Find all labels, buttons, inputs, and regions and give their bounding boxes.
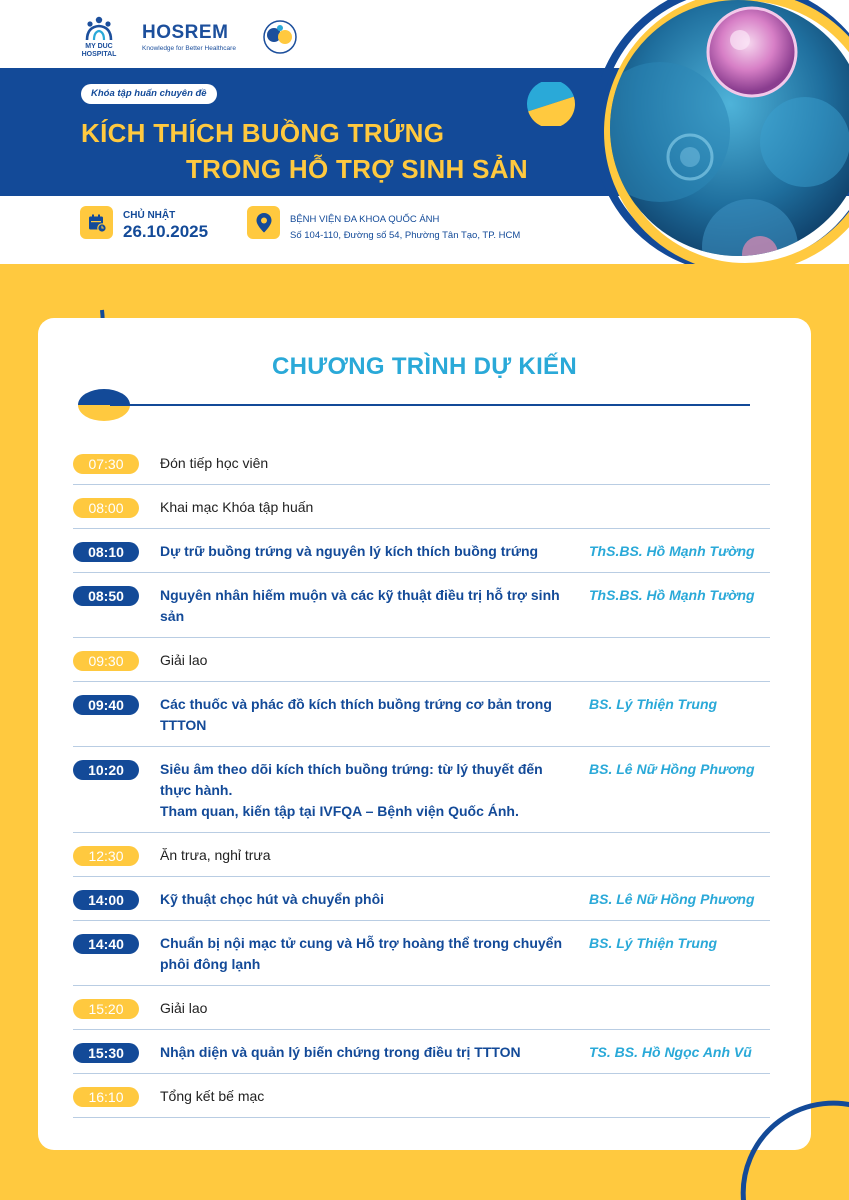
event-title-line2: TRONG HỖ TRỢ SINH SẢN bbox=[186, 154, 528, 184]
session-topic bbox=[160, 497, 574, 518]
time-badge: 08:50 bbox=[73, 586, 139, 606]
hosrem-name: HOSREM bbox=[142, 21, 229, 43]
session-topic bbox=[160, 585, 574, 627]
session-topic bbox=[160, 453, 574, 474]
header bbox=[0, 0, 849, 264]
schedule-row bbox=[73, 485, 770, 529]
logo-bar bbox=[80, 12, 300, 62]
session-topic-text: Giải lao bbox=[160, 652, 208, 668]
date-value: 26.10.2025 bbox=[123, 222, 209, 241]
session-topic bbox=[160, 889, 574, 910]
location-name: BỆNH VIỆN ĐA KHOA QUỐC ÁNH bbox=[290, 214, 440, 225]
association-emblem-icon bbox=[260, 19, 300, 55]
schedule-row bbox=[73, 747, 770, 833]
time-badge: 07:30 bbox=[73, 454, 139, 474]
course-type-badge: Khóa tập huấn chuyên đề bbox=[81, 84, 217, 104]
schedule-row bbox=[73, 529, 770, 573]
event-date bbox=[80, 206, 208, 242]
session-topic-text: Dự trữ buồng trứng và nguyên lý kích thích buồng trứng bbox=[160, 543, 539, 559]
session-topic-text: Chuẩn bị nội mạc tử cung và Hỗ trợ hoàng thể trong chuyển phôi đông lạnh bbox=[160, 935, 562, 972]
event-location bbox=[247, 206, 520, 242]
time-badge: 14:40 bbox=[73, 934, 139, 954]
session-speaker: ThS.BS. Hồ Mạnh Tường bbox=[589, 543, 755, 559]
session-topic bbox=[160, 759, 574, 822]
date-weekday: CHỦ NHẬT bbox=[123, 210, 176, 221]
myduc-logo-text: MY DUC HOSPITAL bbox=[81, 43, 117, 58]
session-topic-text: Đón tiếp học viên bbox=[160, 455, 269, 471]
time-badge: 08:10 bbox=[73, 542, 139, 562]
schedule-row bbox=[73, 441, 770, 485]
session-topic-text: Ăn trưa, nghỉ trưa bbox=[160, 847, 271, 863]
schedule-row bbox=[73, 986, 770, 1030]
session-topic bbox=[160, 541, 574, 562]
myduc-people-icon bbox=[84, 15, 114, 41]
session-topic-text: Các thuốc và phác đồ kích thích buồng trứng cơ bản trong TTTON bbox=[160, 696, 552, 733]
time-badge: 16:10 bbox=[73, 1087, 139, 1107]
session-topic-text: Nguyên nhân hiếm muộn và các kỹ thuật điều trị hỗ trợ sinh sản bbox=[160, 587, 560, 624]
time-badge: 09:30 bbox=[73, 651, 139, 671]
session-topic-extra: Tham quan, kiến tập tại IVFQA – Bệnh viện Quốc Ánh. bbox=[160, 803, 519, 819]
time-badge: 09:40 bbox=[73, 695, 139, 715]
event-title-line1: KÍCH THÍCH BUỒNG TRỨNG bbox=[81, 118, 445, 148]
decorative-arc-bottom-right bbox=[730, 1095, 849, 1200]
schedule-row bbox=[73, 833, 770, 877]
session-topic bbox=[160, 845, 574, 866]
hosrem-tagline: Knowledge for Better Healthcare bbox=[142, 44, 236, 52]
myduc-logo bbox=[80, 15, 118, 59]
session-speaker: BS. Lê Nữ Hồng Phương bbox=[589, 761, 755, 777]
time-badge: 10:20 bbox=[73, 760, 139, 780]
session-topic-text: Khai mạc Khóa tập huấn bbox=[160, 499, 314, 515]
session-speaker: BS. Lê Nữ Hồng Phương bbox=[589, 891, 755, 907]
schedule-row bbox=[73, 1074, 770, 1118]
program-title-divider bbox=[110, 404, 750, 406]
schedule-row bbox=[73, 682, 770, 747]
hosrem-logo bbox=[142, 22, 236, 53]
session-speaker: ThS.BS. Hồ Mạnh Tường bbox=[589, 587, 755, 603]
cell-microscopy-image bbox=[600, 0, 849, 264]
time-badge: 15:30 bbox=[73, 1043, 139, 1063]
session-topic-text: Siêu âm theo dõi kích thích buồng trứng: từ lý thuyết đến thực hành. bbox=[160, 761, 543, 798]
session-topic-text: Nhận diện và quản lý biến chứng trong điều trị TTTON bbox=[160, 1044, 521, 1060]
program-title: CHƯƠNG TRÌNH DỰ KIẾN bbox=[272, 353, 577, 380]
session-speaker: BS. Lý Thiện Trung bbox=[589, 935, 718, 951]
session-speaker: TS. BS. Hồ Ngọc Anh Vũ bbox=[589, 1044, 752, 1060]
schedule-list bbox=[73, 441, 770, 1118]
session-topic bbox=[160, 1042, 574, 1063]
calendar-icon bbox=[80, 206, 113, 239]
time-badge: 12:30 bbox=[73, 846, 139, 866]
location-address: Số 104-110, Đường số 54, Phường Tân Tạo, TP. HCM bbox=[290, 230, 521, 241]
session-topic bbox=[160, 998, 574, 1019]
session-topic-text: Kỹ thuật chọc hút và chuyển phôi bbox=[160, 891, 385, 907]
schedule-row bbox=[73, 921, 770, 986]
session-topic-text: Tổng kết bế mạc bbox=[160, 1088, 265, 1104]
session-speaker: BS. Lý Thiện Trung bbox=[589, 696, 718, 712]
schedule-row bbox=[73, 877, 770, 921]
location-pin-icon bbox=[247, 206, 280, 239]
session-topic-text: Giải lao bbox=[160, 1000, 208, 1016]
session-topic bbox=[160, 694, 574, 736]
session-topic bbox=[160, 1086, 574, 1107]
schedule-row bbox=[73, 573, 770, 638]
schedule-row bbox=[73, 1030, 770, 1074]
session-topic bbox=[160, 933, 574, 975]
schedule-row bbox=[73, 638, 770, 682]
decorative-half-circle-icon bbox=[524, 82, 578, 126]
time-badge: 08:00 bbox=[73, 498, 139, 518]
time-badge: 15:20 bbox=[73, 999, 139, 1019]
session-topic bbox=[160, 650, 574, 671]
time-badge: 14:00 bbox=[73, 890, 139, 910]
